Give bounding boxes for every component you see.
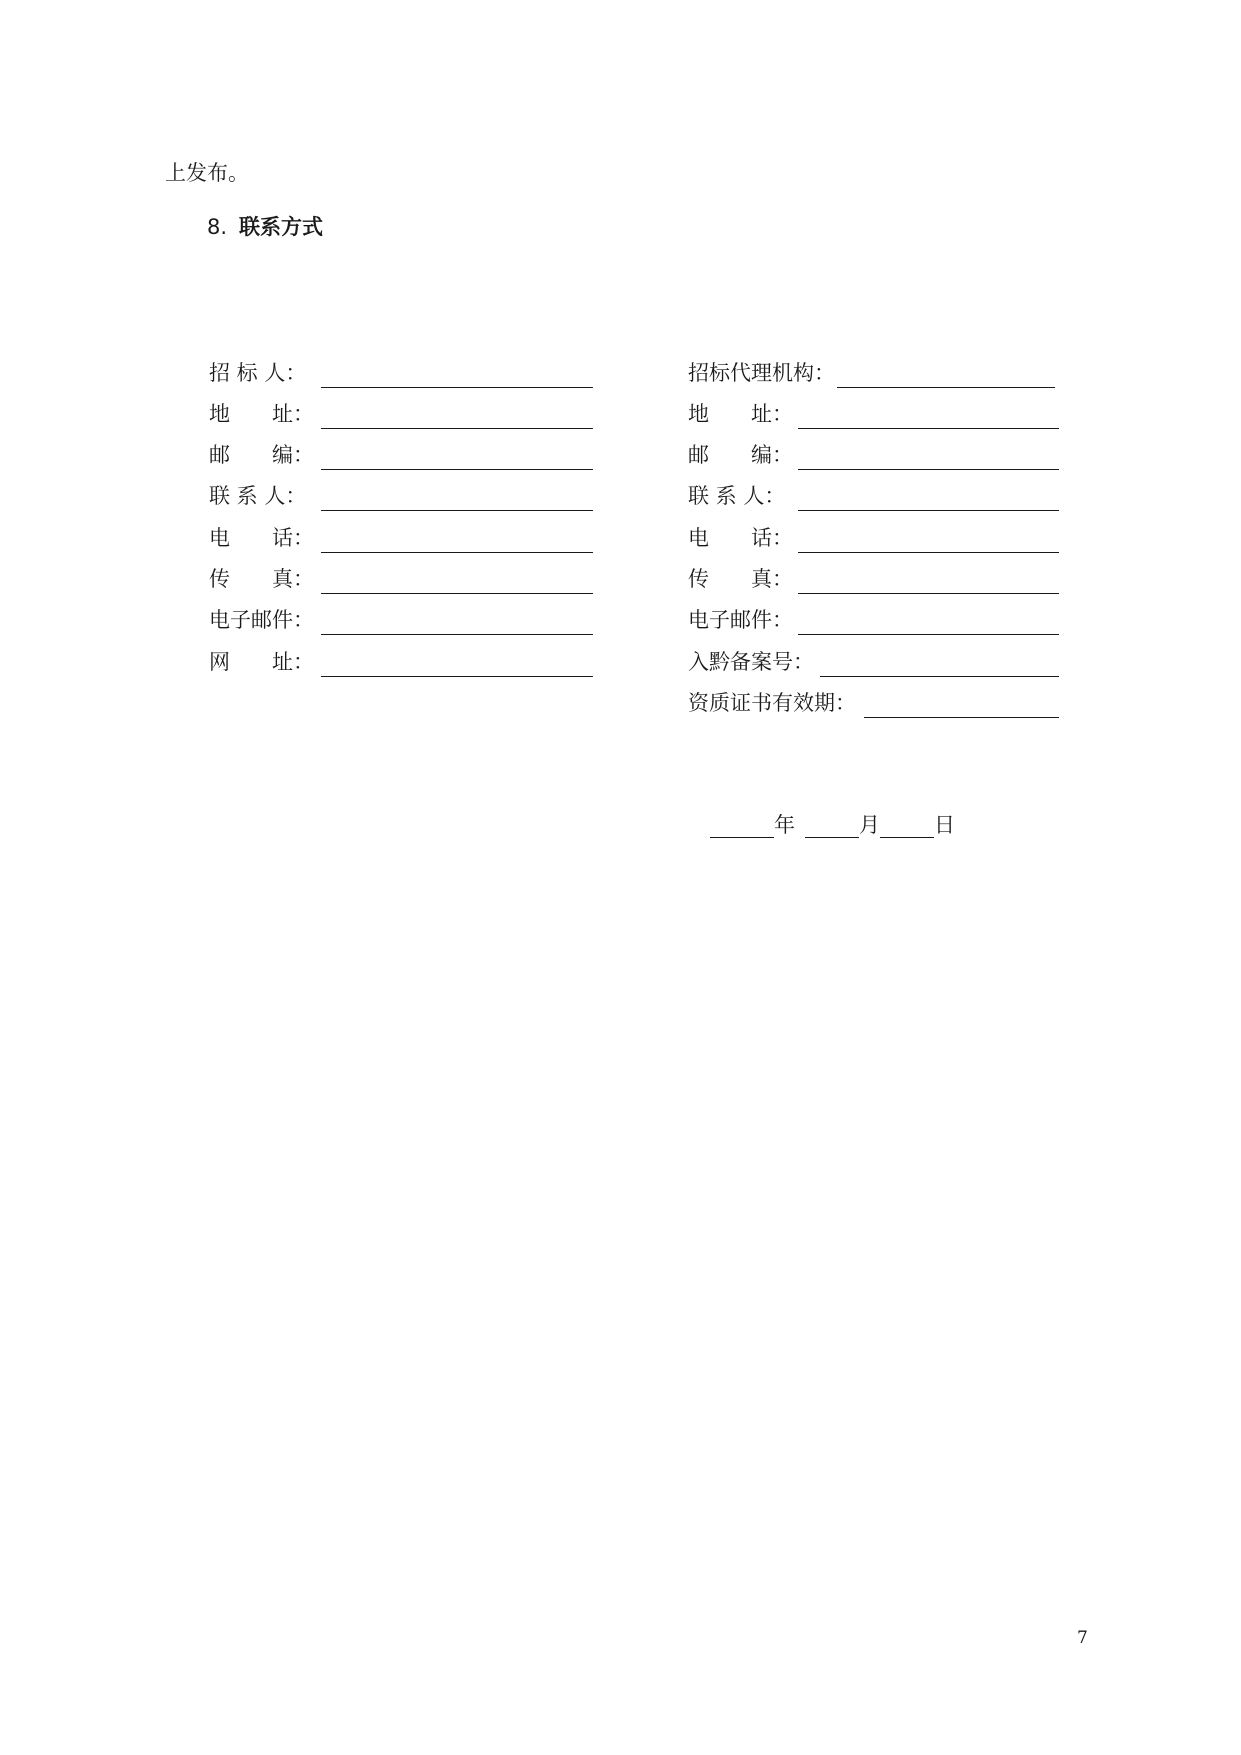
tenderer-fax-field <box>209 562 593 594</box>
field-label: 招 标 人： <box>209 361 307 385</box>
fill-in-line <box>321 569 593 594</box>
fill-in-line <box>798 486 1059 511</box>
agency-certificate-validity-field <box>688 686 1059 718</box>
section-title: 联系方式 <box>239 215 324 239</box>
agency-contact-person-field <box>688 479 1059 511</box>
year-label: 年 <box>774 813 795 837</box>
tenderer-email-field <box>209 603 593 635</box>
field-label: 电 话： <box>209 526 314 550</box>
field-label: 入黔备案号： <box>688 650 814 674</box>
field-label: 资质证书有效期： <box>688 691 856 715</box>
day-label: 日 <box>934 813 955 837</box>
fill-in-line <box>321 486 593 511</box>
fill-in-line <box>798 528 1059 553</box>
fill-in-line <box>798 404 1059 429</box>
field-label: 地 址： <box>688 402 793 426</box>
section-number: 8. <box>207 215 228 239</box>
field-label: 地 址： <box>209 402 314 426</box>
field-label: 电子邮件： <box>209 608 314 632</box>
field-label: 传 真： <box>209 567 314 591</box>
fill-in-line <box>321 610 593 635</box>
field-label: 联 系 人： <box>688 484 786 508</box>
fill-in-line <box>798 445 1059 470</box>
agency-address-field <box>688 397 1059 429</box>
field-label: 邮 编： <box>209 443 314 467</box>
agency-name-field <box>688 356 1055 388</box>
tenderer-name-field <box>209 356 593 388</box>
agency-fax-field <box>688 562 1059 594</box>
fill-in-line <box>321 404 593 429</box>
field-label: 招标代理机构： <box>688 361 835 385</box>
field-label: 电 话： <box>688 526 793 550</box>
page-number: 7 <box>1077 1628 1088 1648</box>
field-label: 联 系 人： <box>209 484 307 508</box>
month-blank <box>805 813 859 838</box>
field-label: 网 址： <box>209 650 314 674</box>
fill-in-line <box>321 363 593 388</box>
fill-in-line <box>837 363 1055 388</box>
intro-text: 上发布。 <box>165 161 249 185</box>
agency-postcode-field <box>688 438 1059 470</box>
month-label: 月 <box>859 813 880 837</box>
fill-in-line <box>798 569 1059 594</box>
fill-in-line <box>321 445 593 470</box>
tenderer-postcode-field <box>209 438 593 470</box>
field-label: 传 真： <box>688 567 793 591</box>
field-label: 电子邮件： <box>688 608 793 632</box>
fill-in-line <box>820 652 1059 677</box>
day-blank <box>880 813 934 838</box>
fill-in-line <box>864 693 1059 718</box>
agency-filing-number-field <box>688 645 1059 677</box>
agency-phone-field <box>688 521 1059 553</box>
tenderer-contact-person-field <box>209 479 593 511</box>
field-label: 邮 编： <box>688 443 793 467</box>
fill-in-line <box>321 652 593 677</box>
fill-in-line <box>321 528 593 553</box>
year-blank <box>710 813 774 838</box>
tenderer-phone-field <box>209 521 593 553</box>
agency-email-field <box>688 603 1059 635</box>
tenderer-website-field <box>209 645 593 677</box>
fill-in-line <box>798 610 1059 635</box>
date-line <box>710 812 955 838</box>
tenderer-address-field <box>209 397 593 429</box>
section-heading <box>207 212 323 242</box>
